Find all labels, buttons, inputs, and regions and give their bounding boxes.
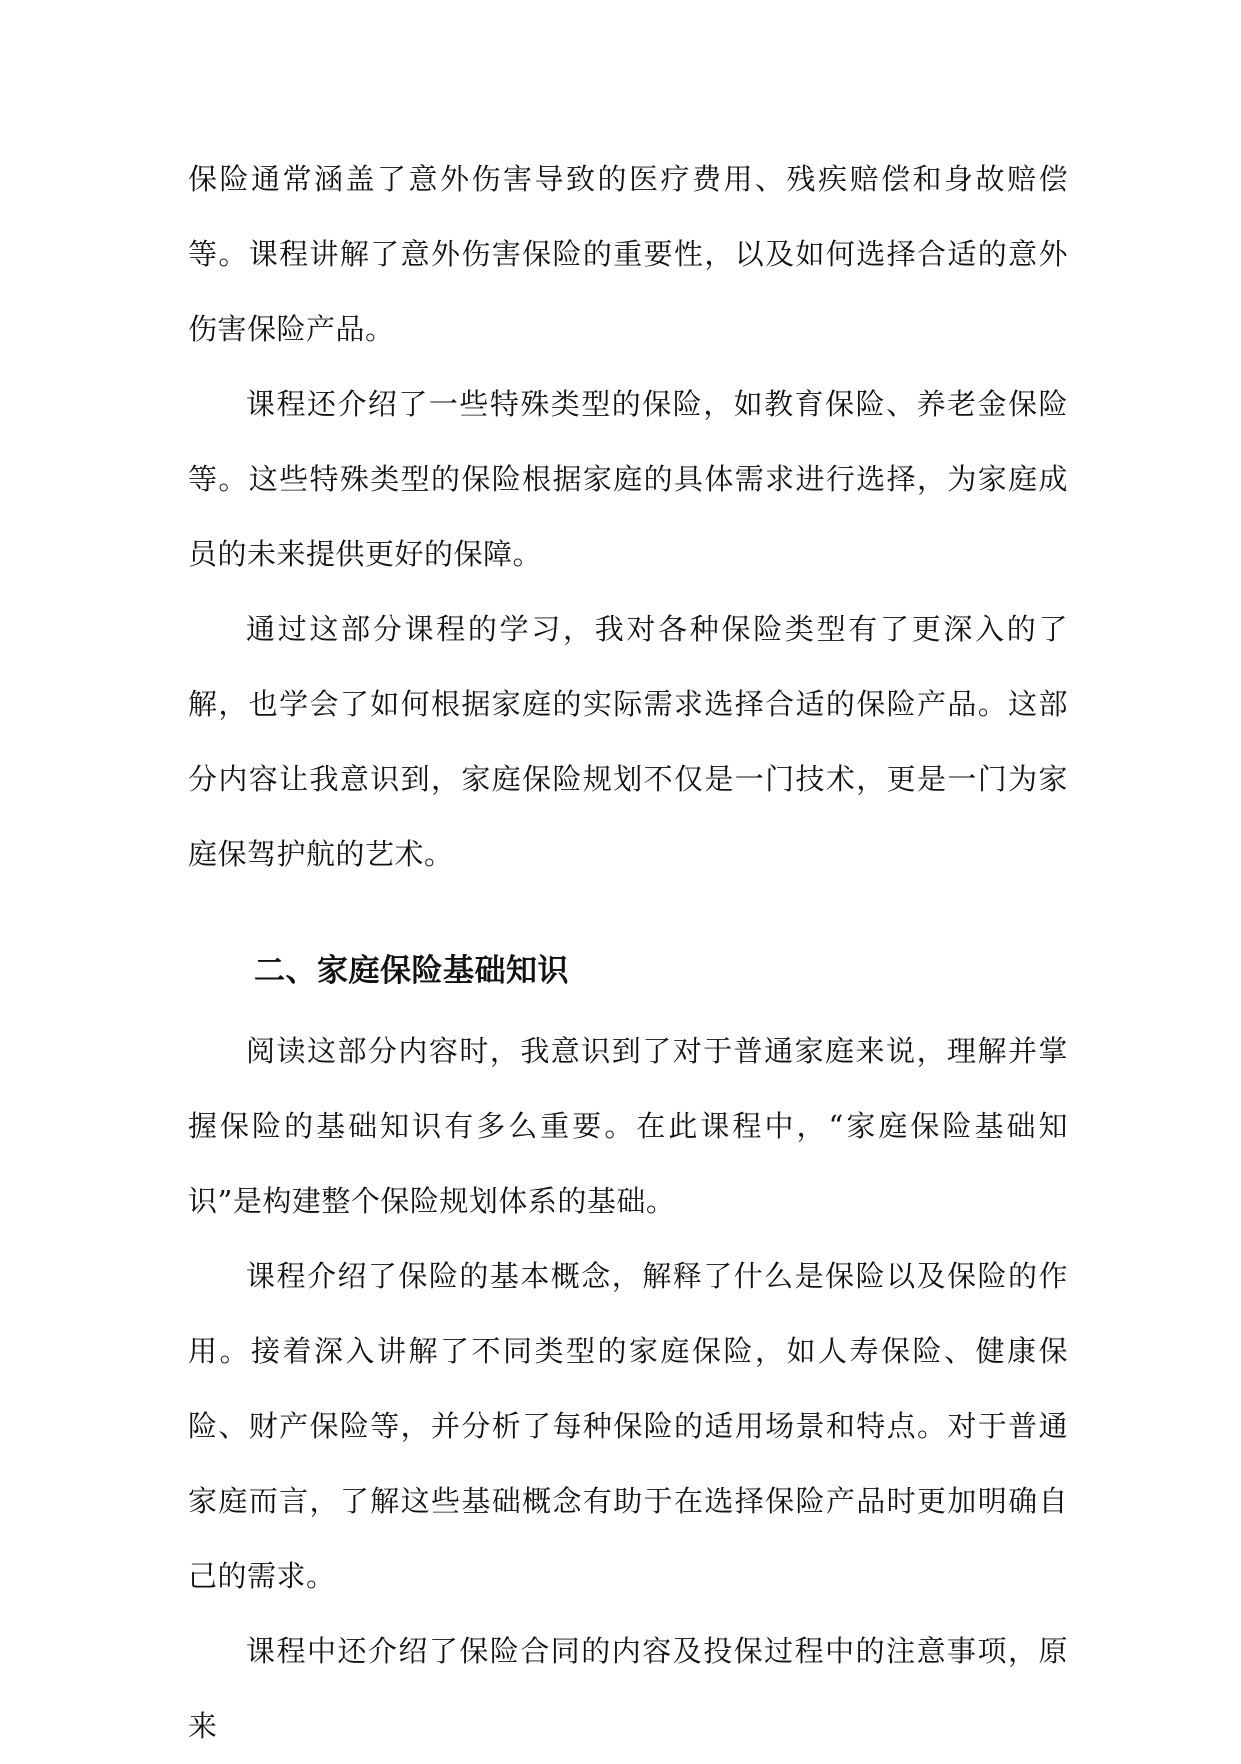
body-paragraph: 保险通常涵盖了意外伤害导致的医疗费用、残疾赔偿和身故赔偿等。课程讲解了意外伤害保险的重要性，以及如何选择合适的意外伤害保险产品。 [188,162,1068,346]
body-paragraph: 课程还介绍了一些特殊类型的保险，如教育保险、养老金保险等。这些特殊类型的保险根据家庭的具体需求进行选择，为家庭成员的未来提供更好的保障。 [188,387,1068,571]
body-paragraph: 通过这部分课程的学习，我对各种保险类型有了更深入的了解，也学会了如何根据家庭的实际需求选择合适的保险产品。这部分内容让我意识到，家庭保险规划不仅是一门技术，更是一门为家庭保驾护航的艺术。 [188,612,1068,871]
document-page [188,142,1068,1764]
body-paragraph: 阅读这部分内容时，我意识到了对于普通家庭来说，理解并掌握保险的基础知识有多么重要。在此课程中，“家庭保险基础知识”是构建整个保险规划体系的基础。 [188,1034,1068,1218]
section-heading: 二、家庭保险基础知识 [254,953,569,989]
body-paragraph: 课程中还介绍了保险合同的内容及投保过程中的注意事项，原来 [188,1634,1068,1743]
body-paragraph: 课程介绍了保险的基本概念，解释了什么是保险以及保险的作用。接着深入讲解了不同类型的家庭保险，如人寿保险、健康保险、财产保险等，并分析了每种保险的适用场景和特点。对于普通家庭而言，了解这些基础概念有助于在选择保险产品时更加明确自己的需求。 [188,1259,1068,1593]
